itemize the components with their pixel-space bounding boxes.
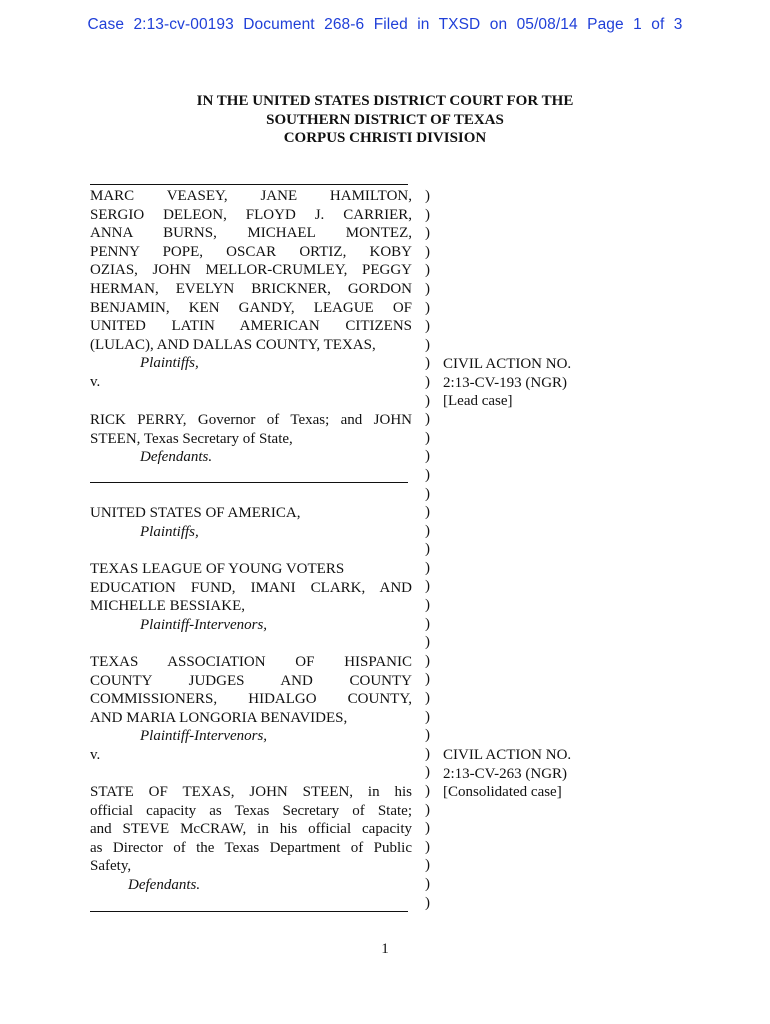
parenthesis-mark: )	[425, 578, 430, 595]
civil-action-note: [Consolidated case]	[443, 784, 562, 801]
party-line: MARC VEASEY, JANE HAMILTON,	[90, 188, 412, 204]
parenthesis-mark: )	[425, 634, 430, 651]
party-line: COMMISSIONERS, HIDALGO COUNTY,	[90, 691, 412, 708]
parenthesis-mark: )	[425, 318, 430, 335]
case1-civil-action	[443, 355, 571, 411]
parenthesis-mark: )	[425, 373, 430, 390]
stamp-document-number: Document 268-6	[243, 16, 365, 33]
court-title-line: CORPUS CHRISTI DIVISION	[283, 130, 487, 146]
parenthesis-mark: )	[425, 299, 430, 316]
party-role: Plaintiffs,	[140, 523, 199, 540]
party-line: UNITED LATIN AMERICAN CITIZENS	[90, 318, 412, 335]
caption-middle-rule	[90, 482, 408, 483]
party-line: EDUCATION FUND, IMANI CLARK, AND	[90, 579, 412, 596]
parenthesis-mark: )	[425, 745, 430, 762]
parenthesis-mark: )	[425, 690, 430, 707]
party-role: Plaintiffs,	[140, 355, 199, 372]
party-line: RICK PERRY, Governor of Texas; and JOHN	[90, 412, 412, 428]
stamp-case-number: Case 2:13-cv-00193	[87, 16, 234, 33]
case2-tlyv	[90, 560, 412, 634]
caption-top-rule	[90, 184, 408, 185]
party-line: as Director of the Texas Department of Public	[90, 839, 412, 856]
parenthesis-mark: )	[425, 262, 430, 279]
party-line: MICHELLE BESSIAKE,	[90, 598, 245, 615]
parenthesis-mark: )	[425, 188, 430, 204]
party-line: STEEN, Texas Secretary of State,	[90, 430, 293, 447]
parenthesis-mark: )	[425, 708, 430, 725]
parenthesis-mark: )	[425, 336, 430, 353]
party-role: Defendants.	[140, 449, 213, 466]
parenthesis-mark: )	[425, 652, 430, 669]
parenthesis-mark: )	[425, 504, 430, 521]
parenthesis-mark: )	[425, 597, 430, 614]
party-line: HERMAN, EVELYN BRICKNER, GORDON	[90, 280, 412, 297]
parenthesis-mark: )	[425, 522, 430, 539]
parenthesis-mark: )	[425, 875, 430, 892]
parenthesis-mark: )	[425, 355, 430, 372]
case2-tahcj	[90, 653, 412, 765]
parenthesis-mark: )	[425, 838, 430, 855]
stamp-filed-date: Filed in TXSD on 05/08/14	[373, 16, 578, 33]
parenthesis-mark: )	[425, 894, 430, 911]
party-role: Plaintiff-Intervenors,	[140, 616, 268, 633]
party-line: ANNA BURNS, MICHAEL MONTEZ,	[90, 225, 412, 242]
parenthesis-mark: )	[425, 764, 430, 781]
civil-action-label: CIVIL ACTION NO.	[443, 356, 572, 372]
case2-defendants	[90, 783, 412, 895]
party-line: STATE OF TEXAS, JOHN STEEN, in his	[90, 784, 412, 800]
parenthesis-mark: )	[425, 280, 430, 297]
party-line: UNITED STATES OF AMERICA,	[90, 505, 301, 521]
party-line: PENNY POPE, OSCAR ORTIZ, KOBY	[90, 243, 412, 260]
civil-action-number: 2:13-CV-263 (NGR)	[443, 765, 568, 782]
court-title-line: IN THE UNITED STATES DISTRICT COURT FOR THE	[196, 93, 574, 109]
civil-action-note: [Lead case]	[443, 393, 513, 410]
parenthesis-mark: )	[425, 559, 430, 576]
versus: v.	[90, 373, 101, 390]
parenthesis-mark: )	[425, 671, 430, 688]
parenthesis-mark: )	[425, 448, 430, 465]
case1-defendants	[90, 411, 412, 467]
parenthesis-mark: )	[425, 801, 430, 818]
party-line: OZIAS, JOHN MELLOR-CRUMLEY, PEGGY	[90, 262, 412, 279]
parenthesis-mark: )	[425, 485, 430, 502]
case1-plaintiffs	[90, 187, 412, 392]
versus: v.	[90, 746, 101, 763]
parenthesis-mark: )	[425, 615, 430, 632]
parenthesis-mark: )	[425, 411, 430, 428]
parenthesis-column	[425, 187, 430, 912]
party-line: AND MARIA LONGORIA BENAVIDES,	[90, 709, 348, 726]
parenthesis-mark: )	[425, 243, 430, 260]
party-line: SERGIO DELEON, FLOYD J. CARRIER,	[90, 206, 412, 223]
parenthesis-mark: )	[425, 727, 430, 744]
caption-bottom-rule	[90, 911, 408, 912]
court-title	[0, 92, 770, 148]
parenthesis-mark: )	[425, 820, 430, 837]
case2-usa	[90, 504, 412, 541]
party-line: official capacity as Texas Secretary of State;	[90, 802, 412, 819]
parenthesis-mark: )	[425, 857, 430, 874]
stamp-page-count: Page 1 of 3	[587, 16, 683, 33]
party-line: (LULAC), AND DALLAS COUNTY, TEXAS,	[90, 336, 376, 353]
party-role: Plaintiff-Intervenors,	[140, 728, 268, 745]
party-role: Defendants.	[128, 876, 201, 893]
party-line: and STEVE McCRAW, in his official capacity	[90, 821, 412, 838]
party-line: TEXAS ASSOCIATION OF HISPANIC	[90, 654, 412, 670]
page-number: 1	[381, 941, 389, 957]
parenthesis-mark: )	[425, 783, 430, 799]
parenthesis-mark: )	[425, 429, 430, 446]
court-title-line: SOUTHERN DISTRICT OF TEXAS	[266, 111, 504, 128]
parenthesis-mark: )	[425, 225, 430, 242]
civil-action-number: 2:13-CV-193 (NGR)	[443, 374, 568, 391]
parenthesis-mark: )	[425, 392, 430, 409]
party-line: COUNTY JUDGES AND COUNTY	[90, 672, 412, 689]
civil-action-label: CIVIL ACTION NO.	[443, 747, 572, 763]
parenthesis-mark: )	[425, 541, 430, 558]
case2-civil-action	[443, 746, 571, 802]
party-line: Safety,	[90, 858, 132, 875]
parenthesis-mark: )	[425, 466, 430, 483]
party-line: BENJAMIN, KEN GANDY, LEAGUE OF	[90, 299, 412, 316]
party-line: TEXAS LEAGUE OF YOUNG VOTERS	[90, 561, 345, 577]
filing-stamp	[0, 16, 770, 34]
parenthesis-mark: )	[425, 206, 430, 223]
